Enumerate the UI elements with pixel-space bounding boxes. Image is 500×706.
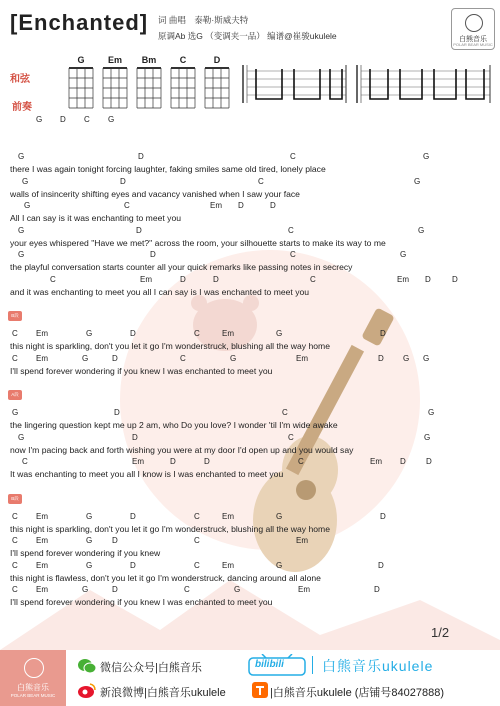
chord-symbol: G	[400, 250, 407, 259]
intro-chord: D	[60, 115, 66, 124]
chord-symbol: D	[180, 274, 186, 284]
intro-chord: G	[36, 115, 43, 124]
lyric-line: I'll spend forever wondering if you knew I was enchanted to meet you	[10, 365, 273, 376]
key-info-line: 原调Ab 选G （变调夹一品） 编谱@崔骏ukulele	[158, 31, 337, 41]
lyric-line: It was enchanting to meet you all I know is I was enchanted to meet you	[10, 469, 284, 479]
chord-row	[0, 177, 500, 188]
lyric-line: this night is flawless, don't you let it go I'm wonderstruck, dancing around all alone	[10, 572, 321, 583]
footer-logo-sub: POLAR BEAR MUSIC	[10, 693, 56, 698]
chord-symbol: Em	[36, 511, 48, 521]
chord-symbol: G	[234, 585, 241, 594]
chord-diagram-c	[168, 55, 198, 111]
chord-row	[0, 329, 500, 340]
lyric-line: this night is sparkling, don't you let it go I'm wonderstruck, blushing all the way home	[10, 523, 330, 534]
chord-symbol: C	[194, 329, 200, 338]
chord-symbol: Em	[296, 353, 308, 363]
chord-symbol: G	[276, 511, 283, 521]
chord-symbol: D	[238, 201, 244, 210]
footer	[0, 650, 500, 706]
chord-symbol: Em	[296, 536, 308, 545]
chord-symbol: D	[112, 585, 118, 594]
chord-symbol: C	[22, 457, 28, 466]
chord-row	[0, 433, 500, 444]
chord-symbol: C	[298, 457, 304, 466]
chord-symbol: D	[132, 432, 138, 442]
lyric-line: and it was enchanting to meet you all I can say is I was enchanted to meet you	[10, 286, 310, 297]
taobao-icon	[252, 682, 268, 698]
footer-logo	[0, 650, 66, 706]
chord-row	[0, 585, 500, 596]
strum-pattern-right	[356, 55, 496, 111]
chord-symbol: D	[112, 536, 118, 545]
chord-symbol: G	[86, 511, 93, 521]
intro-chords	[0, 115, 500, 126]
chord-row	[0, 536, 500, 547]
lyric-line: I'll spend forever wondering if you knew I was enchanted to meet you	[10, 597, 273, 607]
chord-symbol: D	[130, 560, 136, 570]
bilibili-channel[interactable]: 白熊音乐ukulele	[322, 658, 434, 674]
footer-logo-name: 白熊音乐	[17, 683, 49, 692]
wechat-account[interactable]: 微信公众号|白熊音乐	[100, 662, 202, 674]
chord-symbol: D	[378, 560, 384, 570]
chord-symbol: G	[18, 152, 25, 161]
chord-symbol: C	[184, 585, 190, 594]
chord-symbol: C	[12, 536, 18, 545]
bear-icon	[465, 14, 483, 32]
chord-symbol: Em	[36, 560, 48, 570]
chord-symbol: G	[24, 201, 31, 210]
weibo-icon	[78, 683, 96, 699]
chord-symbol: G	[424, 432, 431, 442]
section-marker	[8, 390, 22, 400]
chord-symbol: D	[204, 457, 210, 466]
intro-chord: G	[108, 115, 115, 124]
fretboard-grid	[66, 66, 96, 110]
fretboard-grid	[100, 66, 130, 110]
section-label: A段	[11, 392, 19, 397]
chord-symbol: G	[423, 152, 430, 161]
chord-symbol: G	[12, 408, 19, 417]
page-number: 1/2	[431, 625, 450, 640]
chord-symbol: C	[12, 585, 18, 594]
bilibili-brand: bilibili	[255, 659, 284, 670]
chord-symbol: G	[276, 560, 283, 570]
intro-chord: C	[84, 115, 90, 124]
chord-symbol: D	[114, 408, 120, 417]
lyric-line: your eyes whispered "Have we met?" across the room, your silhouette starts to make its way to me	[10, 237, 386, 248]
chord-symbol: D	[270, 201, 276, 210]
chord-symbol: D	[150, 250, 156, 259]
chord-symbol: C	[194, 536, 200, 545]
lyric-line: walls of insincerity shifting eyes and vacancy vanished when I saw your face	[10, 188, 300, 199]
chord-symbol: C	[288, 432, 294, 442]
chord-symbol: D	[112, 353, 118, 363]
chord-symbol: C	[290, 250, 296, 259]
chord-symbol: Em	[397, 274, 409, 284]
chord-symbol: D	[452, 274, 458, 284]
chord-symbol: G	[276, 329, 283, 338]
chord-row	[0, 201, 500, 212]
chord-symbol: Em	[36, 353, 48, 363]
credits-line: 词 曲唱 泰勒·斯威夫特	[158, 15, 249, 25]
chord-symbol: Em	[140, 274, 152, 284]
fretboard-grid	[134, 66, 164, 110]
chord-symbol: D	[380, 511, 386, 521]
lyric-line: the playful conversation starts counter all your quick remarks like passing notes in secrecy	[10, 262, 353, 272]
chord-symbol: G	[18, 225, 25, 235]
chord-diagram-g	[66, 55, 96, 111]
chord-symbol: C	[258, 176, 264, 186]
section-label: B段	[11, 313, 19, 318]
chord-symbol: D	[136, 225, 142, 235]
chord-symbol: Em	[36, 536, 48, 545]
chord-name: Bm	[141, 55, 157, 65]
chord-symbol: G	[82, 585, 89, 594]
fretboard-grid	[168, 66, 198, 110]
chord-symbol: G	[428, 408, 435, 417]
lyric-line: the lingering question kept me up 2 am, who Do you love? I wonder 'til I'm wide awake	[10, 420, 338, 430]
strum-pattern-left	[242, 55, 350, 111]
song-title: [Enchanted]	[10, 10, 149, 35]
top-logo	[451, 8, 495, 50]
chord-diagrams	[66, 55, 236, 111]
chord-row	[0, 512, 500, 523]
chord-symbol: D	[425, 274, 431, 284]
chord-symbol: D	[130, 329, 136, 338]
intro-label: 前奏	[12, 102, 32, 113]
chord-row	[0, 457, 500, 468]
lyric-line: All I can say is it was enchanting to meet you	[10, 213, 182, 223]
chord-symbol: G	[86, 329, 93, 338]
chord-symbol: G	[18, 250, 25, 259]
chord-symbol: C	[194, 511, 200, 521]
chord-symbol: G	[22, 176, 29, 186]
chord-symbol: D	[400, 457, 406, 466]
chord-symbol: D	[170, 457, 176, 466]
chord-diagram-bm	[134, 55, 164, 111]
chord-symbol: G	[18, 432, 25, 442]
chord-name: Em	[107, 55, 122, 65]
chord-row	[0, 561, 500, 572]
chord-symbol: Em	[36, 585, 48, 594]
chord-symbol: C	[50, 274, 56, 284]
bear-icon	[24, 658, 44, 678]
chord-symbol: D	[130, 511, 136, 521]
fretboard-grid	[202, 66, 232, 110]
chord-row	[0, 250, 500, 261]
chord-symbol: G	[86, 536, 93, 545]
section-label: B段	[11, 495, 19, 501]
chord-row	[0, 408, 500, 419]
chord-symbol: G	[82, 353, 89, 363]
chord-row	[0, 152, 500, 163]
chords-label: 和弦	[10, 74, 30, 85]
chord-symbol: C	[282, 408, 288, 417]
chord-symbol: G	[418, 225, 425, 235]
chord-symbol: C	[12, 329, 18, 338]
wechat-icon	[78, 658, 96, 674]
chord-symbol: D	[380, 329, 386, 338]
chord-symbol: Em	[298, 585, 310, 594]
chord-row	[0, 354, 500, 365]
weibo-account[interactable]: 新浪微博|白熊音乐ukulele	[100, 687, 226, 699]
chord-symbol: Em	[222, 511, 234, 521]
chord-symbol: G	[414, 176, 421, 186]
chord-diagram-em	[100, 55, 130, 111]
lyric-line: there I was again tonight forcing laughter, faking smiles same old tired, lonely place	[10, 164, 326, 174]
chord-symbol: D	[378, 353, 384, 363]
chord-symbol: Em	[132, 457, 144, 466]
chord-symbol: C	[290, 152, 296, 161]
lyric-line: this night is sparkling, don't you let it go I'm wonderstruck, blushing all the way home	[10, 341, 330, 351]
chord-symbol: D	[120, 176, 126, 186]
chord-name: D	[213, 55, 221, 65]
chord-diagram-d	[202, 55, 232, 111]
chord-row	[0, 275, 500, 286]
top-logo-name: 白熊音乐	[459, 36, 487, 43]
chord-symbol: C	[12, 560, 18, 570]
chord-row	[0, 226, 500, 237]
chord-symbol: Em	[210, 201, 222, 210]
chord-symbol: C	[12, 511, 18, 521]
taobao-store[interactable]: |白熊音乐ukulele (店铺号84027888)	[270, 687, 445, 699]
chord-symbol: C	[12, 353, 18, 363]
chord-symbol: C	[124, 201, 130, 210]
chord-symbol: Em	[36, 329, 48, 338]
lyric-line: I'll spend forever wondering if you knew	[10, 548, 161, 558]
chord-symbol: G	[230, 353, 237, 363]
chord-symbol: D	[138, 152, 144, 161]
chord-symbol: C	[310, 274, 316, 284]
chord-symbol: G	[423, 353, 430, 363]
chord-symbol: D	[426, 457, 432, 466]
chord-symbol: C	[180, 353, 186, 363]
chord-symbol: G	[86, 560, 93, 570]
section-marker	[8, 311, 22, 321]
chord-name: C	[179, 55, 187, 65]
chord-symbol: G	[403, 353, 410, 363]
divider	[312, 656, 313, 674]
chord-symbol: Em	[222, 329, 234, 338]
lyric-line: now I'm pacing back and forth wishing you were at my door I'd open up and you would say	[10, 444, 354, 455]
chord-symbol: Em	[370, 457, 382, 466]
chord-symbol: D	[374, 585, 380, 594]
chord-symbol: C	[194, 560, 200, 570]
chord-symbol: D	[213, 274, 219, 284]
chord-symbol: Em	[222, 560, 234, 570]
chord-symbol: C	[288, 225, 294, 235]
chord-name: G	[77, 55, 85, 65]
top-logo-sub: POLAR BEAR MUSIC	[453, 42, 493, 47]
section-marker	[8, 494, 22, 504]
